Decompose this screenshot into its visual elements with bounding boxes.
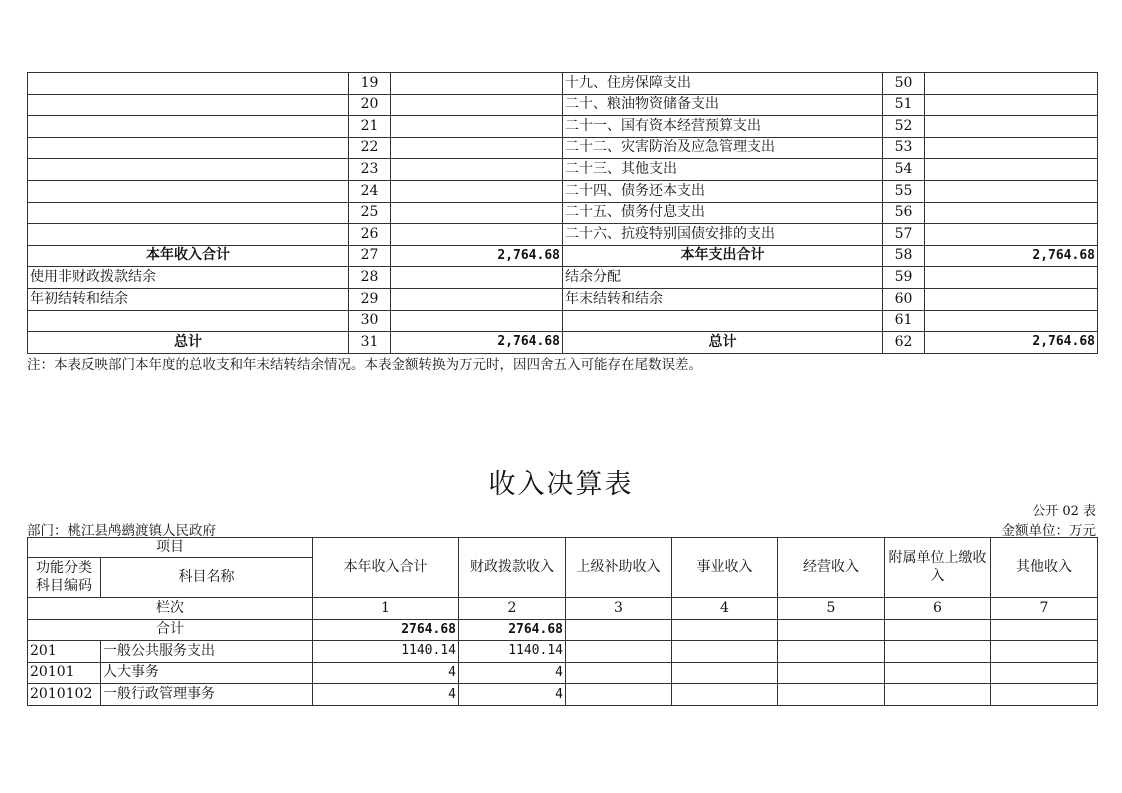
expense-line-number: 51	[883, 94, 925, 116]
table-row	[28, 180, 1098, 202]
income-line-number: 29	[349, 288, 391, 310]
expense-amount-cell: 2,764.68	[925, 332, 1098, 354]
unit-label: 金额单位：万元	[1001, 523, 1096, 539]
expense-item-cell: 二十五、债务付息支出	[563, 202, 883, 224]
amount-cell	[672, 641, 778, 663]
column-index-row	[28, 598, 1098, 620]
expense-line-number: 56	[883, 202, 925, 224]
table-row	[28, 288, 1098, 310]
expense-line-number: 62	[883, 332, 925, 354]
income-line-number: 27	[349, 245, 391, 267]
amount-cell	[778, 684, 885, 706]
amount-cell	[778, 641, 885, 663]
amount-cell: 1140.14	[313, 641, 459, 663]
income-item-cell	[28, 224, 349, 246]
expense-item-cell: 本年支出合计	[563, 245, 883, 267]
subject-name-cell: 一般行政管理事务	[101, 684, 313, 706]
income-line-number: 31	[349, 332, 391, 354]
expense-line-number: 59	[883, 267, 925, 289]
amount-cell: 4	[313, 684, 459, 706]
expense-line-number: 50	[883, 73, 925, 95]
expense-item-cell: 二十三、其他支出	[563, 159, 883, 181]
expense-amount-cell	[925, 310, 1098, 332]
expense-amount-cell	[925, 224, 1098, 246]
total-value	[566, 619, 672, 641]
total-value	[885, 619, 991, 641]
amount-cell	[885, 662, 991, 684]
column-header: 事业收入	[672, 538, 778, 598]
income-amount-cell	[391, 180, 563, 202]
income-item-cell: 本年收入合计	[28, 245, 349, 267]
expense-amount-cell	[925, 288, 1098, 310]
expense-item-cell: 十九、住房保障支出	[563, 73, 883, 95]
income-expense-summary-table	[27, 72, 1098, 354]
column-index: 1	[313, 598, 459, 620]
expense-item-cell: 二十二、灾害防治及应急管理支出	[563, 137, 883, 159]
income-final-accounts-table	[27, 537, 1098, 706]
amount-cell	[566, 641, 672, 663]
column-header: 附属单位上缴收入	[885, 538, 991, 598]
expense-line-number: 53	[883, 137, 925, 159]
form-code: 公开 02 表	[1032, 504, 1096, 519]
income-amount-cell	[391, 94, 563, 116]
amount-cell	[566, 662, 672, 684]
amount-cell: 1140.14	[459, 641, 566, 663]
amount-cell	[885, 684, 991, 706]
expense-line-number: 57	[883, 224, 925, 246]
amount-cell	[885, 641, 991, 663]
expense-item-cell	[563, 310, 883, 332]
expense-line-number: 52	[883, 116, 925, 138]
income-line-number: 23	[349, 159, 391, 181]
expense-amount-cell	[925, 94, 1098, 116]
amount-cell	[778, 662, 885, 684]
income-amount-cell	[391, 73, 563, 95]
income-amount-cell	[391, 137, 563, 159]
total-label: 合计	[28, 619, 313, 641]
expense-amount-cell	[925, 267, 1098, 289]
column-index: 4	[672, 598, 778, 620]
column-header: 本年收入合计	[313, 538, 459, 598]
expense-line-number: 55	[883, 180, 925, 202]
income-line-number: 28	[349, 267, 391, 289]
income-amount-cell	[391, 159, 563, 181]
column-index: 7	[991, 598, 1098, 620]
total-value: 2764.68	[459, 619, 566, 641]
table-row	[28, 202, 1098, 224]
amount-cell	[991, 662, 1098, 684]
amount-cell: 4	[459, 662, 566, 684]
amount-cell	[566, 684, 672, 706]
table-row	[28, 94, 1098, 116]
column-index: 3	[566, 598, 672, 620]
expense-line-number: 54	[883, 159, 925, 181]
income-amount-cell	[391, 288, 563, 310]
expense-item-cell: 二十一、国有资本经营预算支出	[563, 116, 883, 138]
income-line-number: 19	[349, 73, 391, 95]
expense-amount-cell	[925, 73, 1098, 95]
expense-amount-cell: 2,764.68	[925, 245, 1098, 267]
table-row	[28, 245, 1098, 267]
column-index: 5	[778, 598, 885, 620]
subject-code-cell: 201	[28, 641, 101, 663]
total-value	[991, 619, 1098, 641]
expense-amount-cell	[925, 116, 1098, 138]
income-line-number: 22	[349, 137, 391, 159]
table-row	[28, 116, 1098, 138]
expense-line-number: 60	[883, 288, 925, 310]
expense-item-cell: 二十六、抗疫特别国债安排的支出	[563, 224, 883, 246]
table-row	[28, 267, 1098, 289]
expense-item-cell: 总计	[563, 332, 883, 354]
table-row	[28, 662, 1098, 684]
amount-cell: 4	[313, 662, 459, 684]
expense-amount-cell	[925, 137, 1098, 159]
income-line-number: 20	[349, 94, 391, 116]
table-row	[28, 73, 1098, 95]
header-row-1	[28, 538, 1098, 558]
income-amount-cell	[391, 267, 563, 289]
income-item-cell	[28, 310, 349, 332]
income-item-cell	[28, 202, 349, 224]
table-note: 注：本表反映部门本年度的总收支和年末结转结余情况。本表金额转换为万元时，因四舍五入可能存在尾数误差。	[27, 357, 702, 373]
expense-item-cell: 二十四、债务还本支出	[563, 180, 883, 202]
total-row	[28, 619, 1098, 641]
income-line-number: 25	[349, 202, 391, 224]
income-amount-cell: 2,764.68	[391, 332, 563, 354]
expense-line-number: 58	[883, 245, 925, 267]
subject-name-cell: 人大事务	[101, 662, 313, 684]
table-row	[28, 159, 1098, 181]
project-header: 项目	[28, 538, 313, 558]
income-item-cell	[28, 137, 349, 159]
income-amount-cell: 2,764.68	[391, 245, 563, 267]
income-amount-cell	[391, 224, 563, 246]
name-header: 科目名称	[101, 558, 313, 598]
income-line-number: 24	[349, 180, 391, 202]
income-item-cell	[28, 180, 349, 202]
table-row	[28, 641, 1098, 663]
expense-amount-cell	[925, 180, 1098, 202]
table-row	[28, 137, 1098, 159]
expense-item-cell: 结余分配	[563, 267, 883, 289]
column-header: 其他收入	[991, 538, 1098, 598]
table-row	[28, 310, 1098, 332]
income-item-cell	[28, 159, 349, 181]
income-item-cell: 年初结转和结余	[28, 288, 349, 310]
income-item-cell	[28, 116, 349, 138]
code-header: 功能分类科目编码	[28, 558, 101, 598]
income-amount-cell	[391, 310, 563, 332]
income-line-number: 26	[349, 224, 391, 246]
income-line-number: 21	[349, 116, 391, 138]
table-row	[28, 684, 1098, 706]
table-row	[28, 332, 1098, 354]
income-item-cell: 使用非财政拨款结余	[28, 267, 349, 289]
column-index: 6	[885, 598, 991, 620]
subject-code-cell: 2010102	[28, 684, 101, 706]
department-label: 部门：桃江县鸬鹚渡镇人民政府	[27, 523, 216, 539]
total-value	[778, 619, 885, 641]
income-item-cell	[28, 94, 349, 116]
column-index-label: 栏次	[28, 598, 313, 620]
column-index: 2	[459, 598, 566, 620]
income-amount-cell	[391, 116, 563, 138]
expense-amount-cell	[925, 202, 1098, 224]
column-header: 财政拨款收入	[459, 538, 566, 598]
income-item-cell	[28, 73, 349, 95]
subject-name-cell: 一般公共服务支出	[101, 641, 313, 663]
expense-amount-cell	[925, 159, 1098, 181]
total-value	[672, 619, 778, 641]
amount-cell	[672, 662, 778, 684]
expense-item-cell: 二十、粮油物资储备支出	[563, 94, 883, 116]
income-item-cell: 总计	[28, 332, 349, 354]
page-title: 收入决算表	[488, 469, 634, 500]
income-line-number: 30	[349, 310, 391, 332]
column-header: 经营收入	[778, 538, 885, 598]
table-row	[28, 224, 1098, 246]
income-amount-cell	[391, 202, 563, 224]
amount-cell	[672, 684, 778, 706]
column-header: 上级补助收入	[566, 538, 672, 598]
subject-code-cell: 20101	[28, 662, 101, 684]
amount-cell	[991, 641, 1098, 663]
expense-item-cell: 年末结转和结余	[563, 288, 883, 310]
total-value: 2764.68	[313, 619, 459, 641]
amount-cell: 4	[459, 684, 566, 706]
expense-line-number: 61	[883, 310, 925, 332]
amount-cell	[991, 684, 1098, 706]
